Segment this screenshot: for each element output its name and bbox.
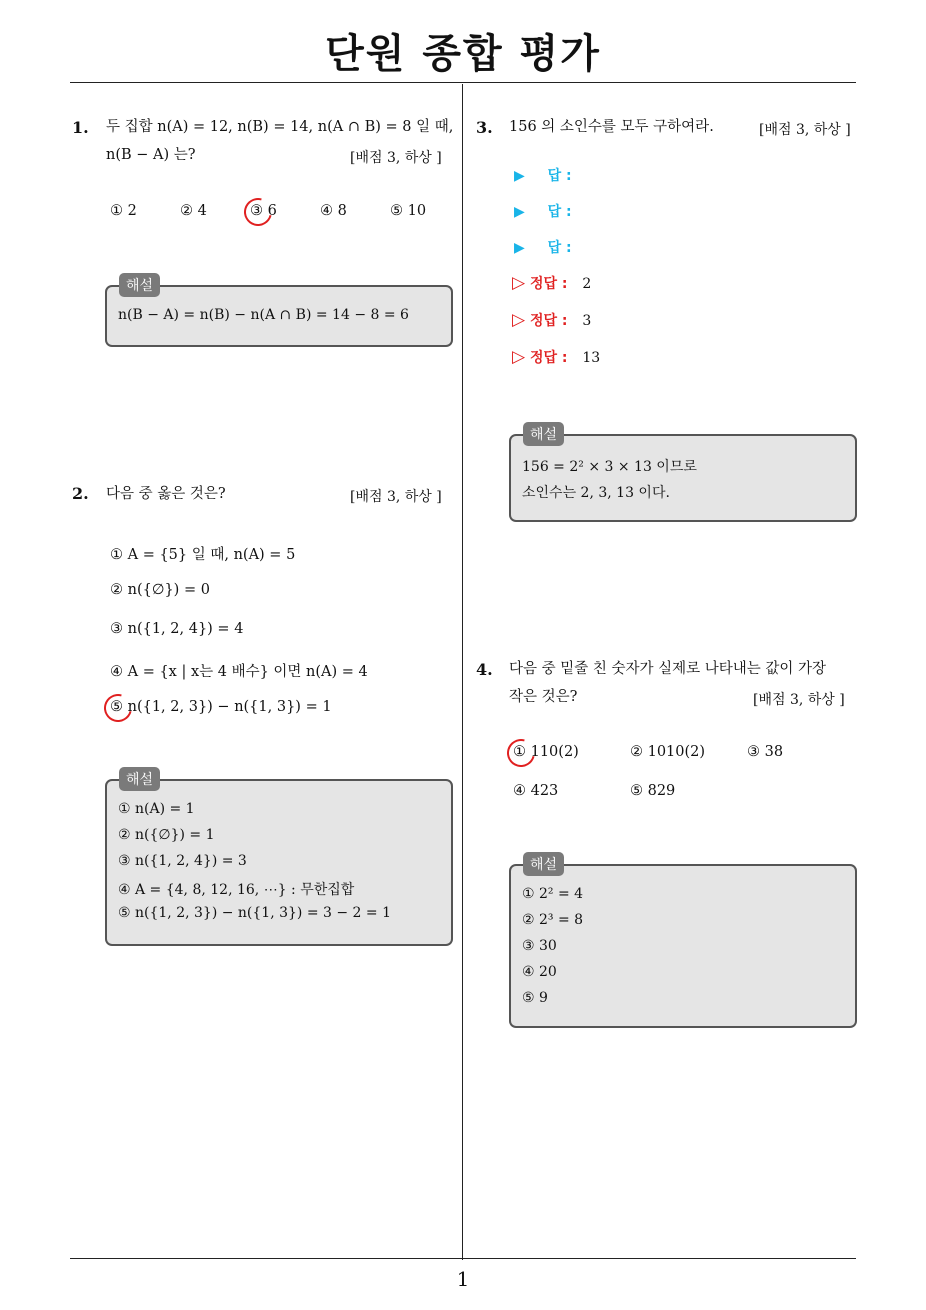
choice-5[interactable]: ⑤ n({1, 2, 3}) − n({1, 3}) = 1 (110, 699, 332, 715)
explanation-line: ② 2³ = 8 (522, 912, 584, 928)
explanation-line: ④ A = {4, 8, 12, 16, ⋯} : 무한집합 (118, 882, 355, 898)
explanation-line: ① 2² = 4 (522, 886, 584, 902)
choice-1[interactable]: ① A = {5} 일 때, n(A) = 5 (110, 547, 296, 563)
answer-circle-mark (502, 734, 540, 772)
correct-value: 2 (582, 276, 592, 292)
score-meta: [배점 3, 하상 ] (753, 692, 845, 708)
question-text: 다음 중 옳은 것은? (106, 486, 226, 502)
explanation-line: ③ 30 (522, 938, 557, 954)
answer-label: 답 : (547, 204, 572, 220)
choice-4[interactable]: ④ 8 (320, 203, 347, 219)
choice-5[interactable]: ⑤ 829 (630, 783, 676, 799)
question-text: 두 집합 n(A) = 12, n(B) = 14, n(A ∩ B) = 8 일 때, (106, 119, 454, 135)
column-divider (462, 84, 463, 1260)
outline-triangle-icon: ▷ (512, 273, 526, 293)
choice-5[interactable]: ⑤ 10 (390, 203, 427, 219)
explanation-line: 소인수는 2, 3, 13 이다. (522, 485, 670, 501)
answer-field-2[interactable] (514, 201, 572, 221)
answer-field-3[interactable] (514, 237, 572, 257)
choice-2[interactable]: ② 1010(2) (630, 744, 706, 760)
explanation-line: ⑤ 9 (522, 990, 548, 1006)
footer-divider (70, 1258, 856, 1259)
explanation-line: ① n(A) = 1 (118, 801, 195, 817)
correct-label: 정답 : (529, 313, 568, 329)
choice-4[interactable]: ④ 423 (513, 783, 559, 799)
answer-circle-mark (239, 193, 277, 231)
question-number: 2. (72, 484, 89, 503)
explanation-line: ② n({∅}) = 1 (118, 827, 215, 843)
choice-1[interactable]: ① 2 (110, 203, 137, 219)
filled-triangle-icon: ▶ (514, 204, 525, 220)
question-number: 4. (476, 660, 493, 679)
answer-circle-mark (99, 689, 137, 727)
correct-answer-3 (512, 347, 600, 367)
correct-answer-2 (512, 310, 591, 330)
question-text: 작은 것은? (509, 689, 578, 705)
correct-label: 정답 : (529, 276, 568, 292)
choice-3[interactable]: ③ 6 (250, 203, 277, 219)
explanation-tag: 해설 (119, 767, 160, 791)
page-title: 단원 종합 평가 (325, 31, 601, 77)
choice-4[interactable]: ④ A = {x | x는 4 배수} 이면 n(A) = 4 (110, 664, 368, 680)
filled-triangle-icon: ▶ (514, 240, 525, 256)
question-text: n(B − A) 는? (106, 147, 196, 163)
choice-3[interactable]: ③ 38 (747, 744, 784, 760)
page-number: 1 (456, 1267, 470, 1291)
correct-answer-1 (512, 273, 591, 293)
question-text: 다음 중 밑줄 친 숫자가 실제로 나타내는 값이 가장 (509, 661, 827, 677)
question-number: 3. (476, 118, 493, 137)
title-divider (70, 82, 856, 83)
explanation-line: ④ 20 (522, 964, 557, 980)
explanation-box (509, 434, 857, 522)
correct-value: 3 (582, 313, 592, 329)
correct-value: 13 (582, 350, 601, 366)
choice-2[interactable]: ② 4 (180, 203, 207, 219)
outline-triangle-icon: ▷ (512, 347, 526, 367)
explanation-line: ⑤ n({1, 2, 3}) − n({1, 3}) = 3 − 2 = 1 (118, 905, 391, 921)
score-meta: [배점 3, 하상 ] (350, 150, 442, 166)
explanation-tag: 해설 (523, 422, 564, 446)
explanation-line: n(B − A) = n(B) − n(A ∩ B) = 14 − 8 = 6 (118, 307, 409, 323)
answer-label: 답 : (547, 168, 572, 184)
correct-label: 정답 : (529, 350, 568, 366)
score-meta: [배점 3, 하상 ] (759, 122, 851, 138)
explanation-line: ③ n({1, 2, 4}) = 3 (118, 853, 247, 869)
question-number: 1. (72, 118, 89, 137)
explanation-tag: 해설 (119, 273, 160, 297)
explanation-tag: 해설 (523, 852, 564, 876)
choice-2[interactable]: ② n({∅}) = 0 (110, 582, 210, 598)
answer-field-1[interactable] (514, 165, 572, 185)
choice-3[interactable]: ③ n({1, 2, 4}) = 4 (110, 621, 244, 637)
filled-triangle-icon: ▶ (514, 168, 525, 184)
question-text: 156 의 소인수를 모두 구하여라. (509, 119, 714, 135)
outline-triangle-icon: ▷ (512, 310, 526, 330)
answer-label: 답 : (547, 240, 572, 256)
score-meta: [배점 3, 하상 ] (350, 489, 442, 505)
choice-1[interactable]: ① 110(2) (513, 744, 579, 760)
explanation-line: 156 = 2² × 3 × 13 이므로 (522, 459, 697, 475)
